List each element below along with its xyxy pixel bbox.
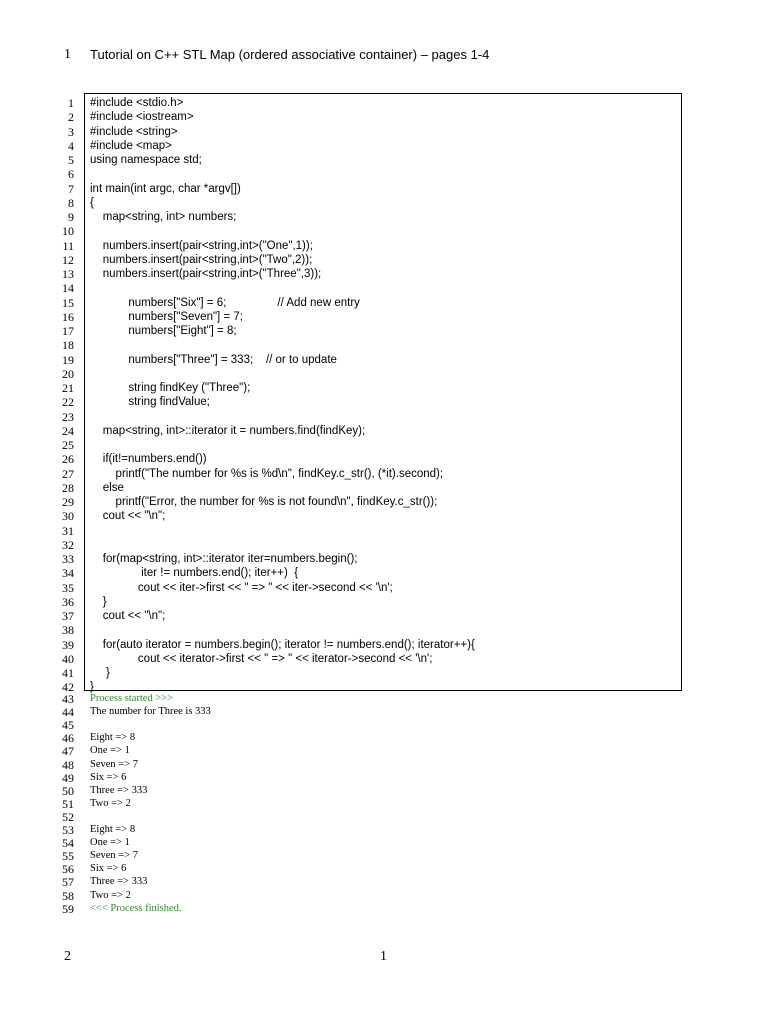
code-text: string findValue; (90, 396, 210, 409)
output-line (0, 902, 700, 916)
line-number: 59 (62, 901, 74, 916)
code-text: { (90, 196, 94, 209)
code-text: printf("Error, the number for %s is not found\n", findKey.c_str()); (90, 496, 438, 508)
output-line (0, 744, 700, 758)
code-line (0, 395, 700, 409)
line-number: 9 (68, 210, 74, 224)
code-line (0, 524, 700, 538)
footer-line-number: 2 (64, 949, 71, 964)
code-line (0, 381, 700, 395)
code-text: for(auto iterator = numbers.begin(); iterator != numbers.end(); iterator++){ (90, 638, 475, 651)
line-number: 53 (62, 823, 74, 837)
output-text: Seven => 7 (90, 850, 139, 862)
output-line (0, 731, 700, 745)
line-number: 50 (62, 783, 74, 798)
line-number: 2 (68, 110, 74, 125)
output-line (0, 784, 700, 798)
code-text: using namespace std; (90, 154, 202, 166)
code-line (0, 566, 700, 580)
code-line (0, 253, 700, 267)
code-line (0, 139, 700, 153)
line-number: 12 (62, 252, 74, 267)
code-text: numbers.insert(pair<string,int>("Two",2)); (90, 253, 313, 266)
line-number: 21 (62, 381, 74, 395)
code-line (0, 338, 700, 352)
code-text: #include <map> (90, 139, 172, 152)
line-number: 17 (62, 324, 74, 338)
output-line (0, 889, 700, 903)
line-number: 38 (62, 623, 74, 638)
line-number: 47 (62, 744, 74, 759)
code-line (0, 595, 700, 609)
code-line (0, 609, 700, 623)
code-text: cout << iter->first << " => " << iter->second << '\n'; (90, 581, 393, 594)
line-number: 11 (62, 238, 74, 253)
line-number: 37 (62, 609, 74, 623)
line-number: 13 (62, 267, 74, 281)
code-text: numbers.insert(pair<string,int>("Three",3)); (90, 268, 322, 280)
line-number: 54 (62, 836, 74, 851)
header-line-number: 1 (64, 47, 71, 62)
code-line (0, 410, 700, 424)
output-line (0, 797, 700, 811)
code-text: iter != numbers.end(); iter++) { (90, 567, 299, 580)
output-text: Two => 2 (90, 797, 131, 809)
code-line (0, 623, 700, 637)
output-line (0, 875, 700, 889)
code-text: for(map<string, int>::iterator iter=numbers.begin(); (90, 553, 358, 565)
line-number: 48 (62, 757, 74, 772)
code-text: cout << "\n"; (90, 610, 166, 622)
code-line (0, 552, 700, 566)
line-number: 29 (62, 495, 74, 509)
line-number: 18 (62, 338, 74, 353)
line-number: 23 (62, 409, 74, 424)
output-text: Seven => 7 (90, 758, 139, 770)
output-line (0, 692, 700, 706)
line-number: 41 (62, 666, 74, 680)
code-text: } (90, 681, 94, 694)
line-number: 16 (62, 309, 74, 324)
line-number: 36 (62, 594, 74, 609)
code-text: numbers["Eight"] = 8; (90, 325, 237, 337)
code-text: numbers["Six"] = 6; // Add new entry (90, 296, 360, 309)
code-text: numbers["Three"] = 333; // or to update (90, 353, 337, 366)
line-number: 25 (62, 438, 74, 452)
line-number: 55 (62, 849, 74, 864)
code-text: cout << iterator->first << " => " << iterator->second << '\n'; (90, 652, 433, 665)
code-line (0, 267, 700, 281)
line-number: 5 (68, 153, 74, 167)
code-line (0, 652, 700, 666)
line-number: 57 (62, 875, 74, 890)
output-text: The number for Three is 333 (90, 706, 211, 718)
code-text: map<string, int>::iterator it = numbers.find(findKey); (90, 424, 366, 437)
code-text: int main(int argc, char *argv[]) (90, 182, 241, 195)
line-number: 46 (62, 731, 74, 746)
code-line (0, 281, 700, 295)
code-text: if(it!=numbers.end()) (90, 453, 207, 466)
code-line (0, 438, 700, 452)
code-line (0, 666, 700, 680)
output-line (0, 758, 700, 772)
output-line (0, 836, 700, 850)
line-number: 32 (62, 537, 74, 552)
output-text: Three => 333 (90, 876, 148, 888)
output-text: <<< Process finished. (90, 902, 182, 914)
line-number: 39 (62, 637, 74, 652)
line-number: 33 (62, 552, 74, 566)
line-number: 15 (62, 295, 74, 310)
output-text: Three => 333 (90, 784, 148, 796)
code-text: #include <string> (90, 125, 178, 138)
code-text: cout << "\n"; (90, 510, 166, 523)
code-line (0, 167, 700, 181)
line-number: 52 (62, 809, 74, 824)
output-text: Six => 6 (90, 863, 127, 875)
line-number: 7 (68, 181, 74, 196)
line-number: 8 (68, 195, 74, 210)
code-line (0, 125, 700, 139)
output-line (0, 862, 700, 876)
line-number: 44 (62, 705, 74, 720)
code-line (0, 509, 700, 523)
line-number: 51 (62, 796, 74, 811)
line-number: 1 (68, 96, 74, 110)
code-text: } (90, 595, 107, 608)
code-text: #include <iostream> (90, 111, 194, 124)
line-number: 4 (68, 138, 74, 153)
line-number: 20 (62, 366, 74, 381)
line-number: 35 (62, 580, 74, 595)
output-text: One => 1 (90, 837, 130, 849)
code-text: map<string, int> numbers; (90, 211, 237, 223)
line-number: 22 (62, 395, 74, 410)
line-number: 3 (68, 124, 74, 139)
code-line (0, 210, 700, 224)
code-line (0, 495, 700, 509)
line-number: 40 (62, 651, 74, 666)
line-number: 56 (62, 862, 74, 877)
code-text: numbers.insert(pair<string,int>("One",1)); (90, 239, 313, 252)
line-number: 31 (62, 523, 74, 538)
code-line (0, 538, 700, 552)
line-number: 26 (62, 452, 74, 467)
code-text: numbers["Seven"] = 7; (90, 310, 243, 323)
code-line (0, 296, 700, 310)
code-line (0, 224, 700, 238)
code-line (0, 424, 700, 438)
code-line (0, 182, 700, 196)
code-text: #include <stdio.h> (90, 97, 184, 109)
line-number: 10 (62, 224, 74, 239)
output-line (0, 849, 700, 863)
line-number: 19 (62, 352, 74, 367)
line-number: 49 (62, 770, 74, 785)
output-line (0, 718, 700, 732)
output-line (0, 810, 700, 824)
line-number: 28 (62, 480, 74, 495)
code-line (0, 239, 700, 253)
output-text: One => 1 (90, 745, 130, 757)
code-line (0, 452, 700, 466)
code-line (0, 467, 700, 481)
line-number: 42 (62, 680, 74, 695)
page-number: 1 (380, 949, 387, 964)
line-number: 45 (62, 718, 74, 733)
code-text: string findKey ("Three"); (90, 382, 251, 394)
code-line (0, 581, 700, 595)
output-text: Six => 6 (90, 771, 127, 783)
line-number: 43 (62, 692, 74, 706)
code-line (0, 110, 700, 124)
line-number: 58 (62, 888, 74, 903)
code-line (0, 324, 700, 338)
code-line (0, 353, 700, 367)
line-number: 34 (62, 566, 74, 581)
code-line (0, 481, 700, 495)
code-line (0, 96, 700, 110)
page-title: Tutorial on C++ STL Map (ordered associative container) – pages 1-4 (90, 47, 490, 62)
line-number: 30 (62, 509, 74, 524)
line-number: 27 (62, 466, 74, 481)
code-line (0, 367, 700, 381)
output-text: Eight => 8 (90, 824, 136, 835)
line-number: 6 (68, 167, 74, 182)
output-text: Process started >>> (90, 693, 174, 704)
output-line (0, 771, 700, 785)
output-line (0, 705, 700, 719)
code-line (0, 196, 700, 210)
code-line (0, 638, 700, 652)
line-number: 24 (62, 423, 74, 438)
line-number: 14 (62, 281, 74, 296)
code-text: } (90, 667, 110, 679)
code-text: else (90, 481, 124, 494)
code-line (0, 310, 700, 324)
code-text: printf("The number for %s is %d\n", findKey.c_str(), (*it).second); (90, 467, 444, 480)
output-line (0, 823, 700, 837)
output-text: Eight => 8 (90, 732, 136, 744)
output-text: Two => 2 (90, 889, 131, 901)
code-line (0, 153, 700, 167)
